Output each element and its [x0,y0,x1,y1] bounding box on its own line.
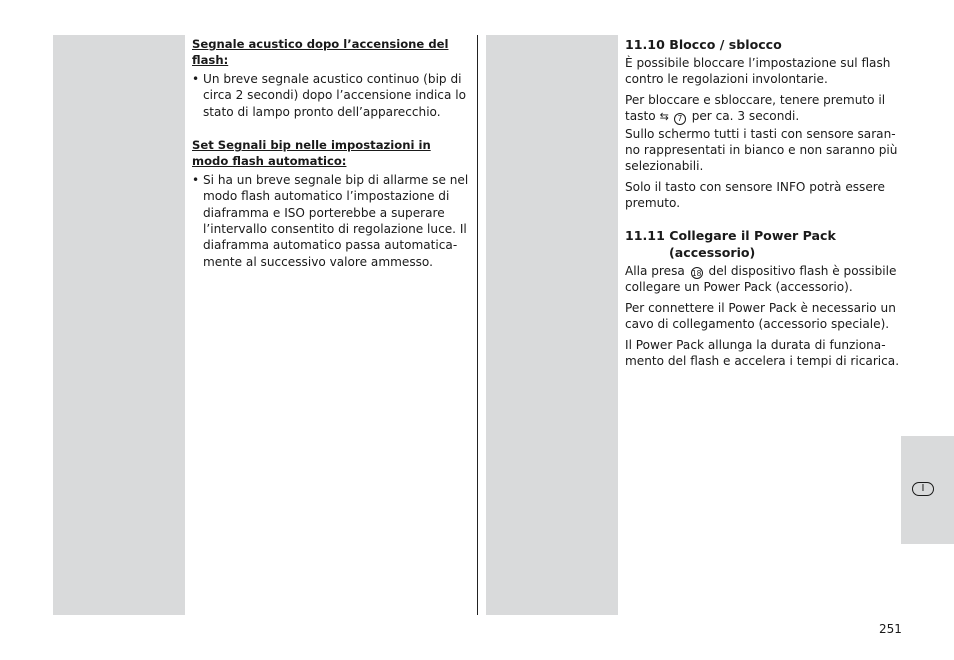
lock-paragraph-2-start: Per bloccare e sbloccare, tenere premuto il tasto [625,92,886,124]
key-number-badge: 7 [674,113,686,125]
section-heading-11-11-continued: (accessorio) [669,244,756,260]
beep-settings-subheading: Set Segnali bip nelle impostazioni in modo flash automatico: [192,138,431,169]
lock-paragraph-3: Sullo schermo tutti i tasti con sensore saran-no rappresentati in bianco e non saranno più selezionabili. [625,126,898,174]
lock-paragraph-1: È possibile bloccare l’impostazione sul flash contro le regolazioni involontarie. [625,56,891,87]
section-heading-11-10: 11.10 Blocco / sblocco [625,37,782,52]
right-margin-band [486,35,618,615]
acoustic-signal-subheading: Segnale acustico dopo l’accensione del flash: [192,37,449,68]
left-margin-band [53,35,185,615]
left-column [192,36,470,270]
lock-paragraph-2-end: per ca. 3 secondi. [691,109,800,124]
lock-paragraph-4: Solo il tasto con sensore INFO potrà essere premuto. [625,179,885,211]
powerpack-paragraph-3: Il Power Pack allunga la durata di funziona-mento del flash e accelera i tempi di ricarica. [625,337,900,369]
powerpack-paragraph-1 [625,263,900,296]
page-number: 251 [879,622,902,636]
powerpack-paragraph-2: Per connettere il Power Pack è necessario un cavo di collegamento (accessorio speciale). [625,300,896,332]
beep-settings-bullet: • Si ha un breve segnale bip di allarme se nel modo flash automatico l’impostazione di diaframma e ISO porterebbe a superare l’intervallo consentito di regolazione luce. Il diaframma automatico passa automatica-mente al successivo valore ammesso. [192,172,470,270]
powerpack-paragraph-1-end: del dispositivo flash è possibile collegare un Power Pack (accessorio). [625,263,897,295]
swap-arrows-icon: ⇆ [659,110,669,124]
section-heading-11-11: 11.11 Collegare il Power Pack [625,227,836,243]
powerpack-paragraph-1-start: Alla presa [625,263,685,278]
acoustic-signal-bullet: • Un breve segnale acustico continuo (bip di circa 2 secondi) dopo l’accensione indica lo stato di lampo pronto dell’apparecchio. [192,71,470,120]
language-indicator: I [912,482,934,496]
column-divider [477,35,478,615]
lock-paragraph-2 [625,92,900,126]
socket-number-badge: 18 [691,268,702,278]
right-column [625,36,900,369]
